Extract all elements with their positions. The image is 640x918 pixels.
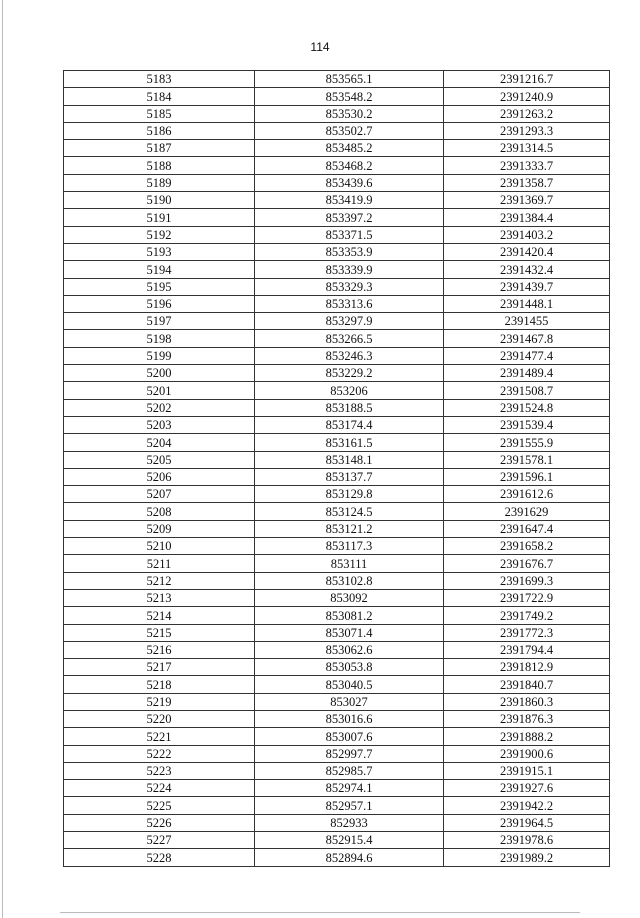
table-row — [64, 174, 610, 191]
point-number-cell: 5215 — [64, 624, 255, 641]
x-coordinate-cell: 853530.2 — [255, 105, 444, 122]
x-coordinate-cell: 852894.6 — [255, 849, 444, 866]
point-number-cell: 5225 — [64, 797, 255, 814]
table-row — [64, 278, 610, 295]
table-row — [64, 88, 610, 105]
y-coordinate-cell: 2391384.4 — [444, 209, 610, 226]
point-number-cell: 5190 — [64, 192, 255, 209]
point-number-cell: 5214 — [64, 607, 255, 624]
x-coordinate-cell: 853313.6 — [255, 295, 444, 312]
point-number-cell: 5218 — [64, 676, 255, 693]
y-coordinate-cell: 2391477.4 — [444, 347, 610, 364]
x-coordinate-cell: 853111 — [255, 555, 444, 572]
y-coordinate-cell: 2391369.7 — [444, 192, 610, 209]
x-coordinate-cell: 853148.1 — [255, 451, 444, 468]
y-coordinate-cell: 2391794.4 — [444, 641, 610, 658]
point-number-cell: 5197 — [64, 313, 255, 330]
point-number-cell: 5216 — [64, 641, 255, 658]
x-coordinate-cell: 853339.9 — [255, 261, 444, 278]
point-number-cell: 5205 — [64, 451, 255, 468]
x-coordinate-cell: 853266.5 — [255, 330, 444, 347]
table-row — [64, 105, 610, 122]
y-coordinate-cell: 2391647.4 — [444, 520, 610, 537]
y-coordinate-cell: 2391860.3 — [444, 693, 610, 710]
y-coordinate-cell: 2391403.2 — [444, 226, 610, 243]
table-row — [64, 451, 610, 468]
table-row — [64, 762, 610, 779]
table-row — [64, 382, 610, 399]
table-row — [64, 140, 610, 157]
x-coordinate-cell: 853397.2 — [255, 209, 444, 226]
point-number-cell: 5204 — [64, 434, 255, 451]
point-number-cell: 5219 — [64, 693, 255, 710]
x-coordinate-cell: 853329.3 — [255, 278, 444, 295]
table-row — [64, 607, 610, 624]
table-row — [64, 468, 610, 485]
table-row — [64, 243, 610, 260]
y-coordinate-cell: 2391658.2 — [444, 538, 610, 555]
point-number-cell: 5184 — [64, 88, 255, 105]
y-coordinate-cell: 2391455 — [444, 313, 610, 330]
y-coordinate-cell: 2391888.2 — [444, 728, 610, 745]
y-coordinate-cell: 2391915.1 — [444, 762, 610, 779]
x-coordinate-cell: 853081.2 — [255, 607, 444, 624]
table-row — [64, 209, 610, 226]
x-coordinate-cell: 853124.5 — [255, 503, 444, 520]
scan-edge — [2, 0, 3, 918]
point-number-cell: 5217 — [64, 659, 255, 676]
y-coordinate-cell: 2391900.6 — [444, 745, 610, 762]
x-coordinate-cell: 853161.5 — [255, 434, 444, 451]
x-coordinate-cell: 852997.7 — [255, 745, 444, 762]
y-coordinate-cell: 2391578.1 — [444, 451, 610, 468]
point-number-cell: 5194 — [64, 261, 255, 278]
y-coordinate-cell: 2391314.5 — [444, 140, 610, 157]
y-coordinate-cell: 2391722.9 — [444, 589, 610, 606]
y-coordinate-cell: 2391699.3 — [444, 572, 610, 589]
point-number-cell: 5228 — [64, 849, 255, 866]
point-number-cell: 5223 — [64, 762, 255, 779]
table-row — [64, 624, 610, 641]
table-row — [64, 416, 610, 433]
x-coordinate-cell: 853117.3 — [255, 538, 444, 555]
x-coordinate-cell: 853137.7 — [255, 468, 444, 485]
y-coordinate-cell: 2391629 — [444, 503, 610, 520]
x-coordinate-cell: 852957.1 — [255, 797, 444, 814]
point-number-cell: 5193 — [64, 243, 255, 260]
x-coordinate-cell: 853353.9 — [255, 243, 444, 260]
x-coordinate-cell: 852933 — [255, 814, 444, 831]
y-coordinate-cell: 2391539.4 — [444, 416, 610, 433]
point-number-cell: 5221 — [64, 728, 255, 745]
table-row — [64, 330, 610, 347]
y-coordinate-cell: 2391216.7 — [444, 71, 610, 88]
y-coordinate-cell: 2391420.4 — [444, 243, 610, 260]
point-number-cell: 5186 — [64, 122, 255, 139]
x-coordinate-cell: 853071.4 — [255, 624, 444, 641]
y-coordinate-cell: 2391989.2 — [444, 849, 610, 866]
table-row — [64, 659, 610, 676]
y-coordinate-cell: 2391964.5 — [444, 814, 610, 831]
point-number-cell: 5185 — [64, 105, 255, 122]
y-coordinate-cell: 2391439.7 — [444, 278, 610, 295]
x-coordinate-cell: 853485.2 — [255, 140, 444, 157]
y-coordinate-cell: 2391676.7 — [444, 555, 610, 572]
y-coordinate-cell: 2391876.3 — [444, 710, 610, 727]
table-row — [64, 520, 610, 537]
point-number-cell: 5222 — [64, 745, 255, 762]
y-coordinate-cell: 2391978.6 — [444, 832, 610, 849]
y-coordinate-cell: 2391942.2 — [444, 797, 610, 814]
x-coordinate-cell: 852985.7 — [255, 762, 444, 779]
x-coordinate-cell: 853206 — [255, 382, 444, 399]
x-coordinate-cell: 853371.5 — [255, 226, 444, 243]
y-coordinate-cell: 2391749.2 — [444, 607, 610, 624]
table-row — [64, 676, 610, 693]
table-row — [64, 745, 610, 762]
table-row — [64, 572, 610, 589]
x-coordinate-cell: 853468.2 — [255, 157, 444, 174]
point-number-cell: 5195 — [64, 278, 255, 295]
y-coordinate-cell: 2391812.9 — [444, 659, 610, 676]
table-row — [64, 814, 610, 831]
coordinates-table — [63, 70, 610, 867]
x-coordinate-cell: 853565.1 — [255, 71, 444, 88]
point-number-cell: 5213 — [64, 589, 255, 606]
table-row — [64, 589, 610, 606]
x-coordinate-cell: 853102.8 — [255, 572, 444, 589]
x-coordinate-cell: 853092 — [255, 589, 444, 606]
x-coordinate-cell: 853027 — [255, 693, 444, 710]
y-coordinate-cell: 2391489.4 — [444, 365, 610, 382]
y-coordinate-cell: 2391432.4 — [444, 261, 610, 278]
x-coordinate-cell: 853053.8 — [255, 659, 444, 676]
table-row — [64, 434, 610, 451]
y-coordinate-cell: 2391555.9 — [444, 434, 610, 451]
table-row — [64, 313, 610, 330]
x-coordinate-cell: 853419.9 — [255, 192, 444, 209]
point-number-cell: 5224 — [64, 780, 255, 797]
point-number-cell: 5206 — [64, 468, 255, 485]
point-number-cell: 5226 — [64, 814, 255, 831]
point-number-cell: 5210 — [64, 538, 255, 555]
table-row — [64, 295, 610, 312]
y-coordinate-cell: 2391596.1 — [444, 468, 610, 485]
point-number-cell: 5189 — [64, 174, 255, 191]
y-coordinate-cell: 2391772.3 — [444, 624, 610, 641]
x-coordinate-cell: 853062.6 — [255, 641, 444, 658]
y-coordinate-cell: 2391612.6 — [444, 486, 610, 503]
table-row — [64, 538, 610, 555]
table-row — [64, 555, 610, 572]
table-row — [64, 728, 610, 745]
table-row — [64, 832, 610, 849]
point-number-cell: 5212 — [64, 572, 255, 589]
x-coordinate-cell: 852974.1 — [255, 780, 444, 797]
y-coordinate-cell: 2391508.7 — [444, 382, 610, 399]
y-coordinate-cell: 2391448.1 — [444, 295, 610, 312]
point-number-cell: 5200 — [64, 365, 255, 382]
point-number-cell: 5191 — [64, 209, 255, 226]
y-coordinate-cell: 2391293.3 — [444, 122, 610, 139]
scan-bottom-line — [60, 912, 580, 913]
x-coordinate-cell: 853007.6 — [255, 728, 444, 745]
table-row — [64, 365, 610, 382]
table-row — [64, 157, 610, 174]
point-number-cell: 5201 — [64, 382, 255, 399]
point-number-cell: 5208 — [64, 503, 255, 520]
x-coordinate-cell: 853502.7 — [255, 122, 444, 139]
page-number: 114 — [310, 40, 330, 54]
x-coordinate-cell: 853129.8 — [255, 486, 444, 503]
table-row — [64, 71, 610, 88]
point-number-cell: 5211 — [64, 555, 255, 572]
table-row — [64, 226, 610, 243]
y-coordinate-cell: 2391240.9 — [444, 88, 610, 105]
point-number-cell: 5187 — [64, 140, 255, 157]
table-row — [64, 797, 610, 814]
table-row — [64, 710, 610, 727]
point-number-cell: 5183 — [64, 71, 255, 88]
x-coordinate-cell: 853297.9 — [255, 313, 444, 330]
point-number-cell: 5192 — [64, 226, 255, 243]
table-row — [64, 261, 610, 278]
y-coordinate-cell: 2391927.6 — [444, 780, 610, 797]
x-coordinate-cell: 853121.2 — [255, 520, 444, 537]
table-row — [64, 503, 610, 520]
x-coordinate-cell: 853174.4 — [255, 416, 444, 433]
table-row — [64, 122, 610, 139]
y-coordinate-cell: 2391467.8 — [444, 330, 610, 347]
point-number-cell: 5203 — [64, 416, 255, 433]
x-coordinate-cell: 853016.6 — [255, 710, 444, 727]
point-number-cell: 5188 — [64, 157, 255, 174]
table-row — [64, 780, 610, 797]
y-coordinate-cell: 2391358.7 — [444, 174, 610, 191]
y-coordinate-cell: 2391524.8 — [444, 399, 610, 416]
x-coordinate-cell: 853229.2 — [255, 365, 444, 382]
point-number-cell: 5207 — [64, 486, 255, 503]
point-number-cell: 5196 — [64, 295, 255, 312]
coordinates-table-body — [64, 71, 610, 867]
table-row — [64, 347, 610, 364]
x-coordinate-cell: 853246.3 — [255, 347, 444, 364]
y-coordinate-cell: 2391333.7 — [444, 157, 610, 174]
table-row — [64, 693, 610, 710]
x-coordinate-cell: 853040.5 — [255, 676, 444, 693]
point-number-cell: 5198 — [64, 330, 255, 347]
x-coordinate-cell: 853439.6 — [255, 174, 444, 191]
point-number-cell: 5220 — [64, 710, 255, 727]
x-coordinate-cell: 852915.4 — [255, 832, 444, 849]
y-coordinate-cell: 2391840.7 — [444, 676, 610, 693]
table-row — [64, 399, 610, 416]
x-coordinate-cell: 853188.5 — [255, 399, 444, 416]
point-number-cell: 5227 — [64, 832, 255, 849]
point-number-cell: 5209 — [64, 520, 255, 537]
table-row — [64, 486, 610, 503]
point-number-cell: 5199 — [64, 347, 255, 364]
point-number-cell: 5202 — [64, 399, 255, 416]
table-row — [64, 192, 610, 209]
y-coordinate-cell: 2391263.2 — [444, 105, 610, 122]
table-row — [64, 641, 610, 658]
table-row — [64, 849, 610, 866]
x-coordinate-cell: 853548.2 — [255, 88, 444, 105]
